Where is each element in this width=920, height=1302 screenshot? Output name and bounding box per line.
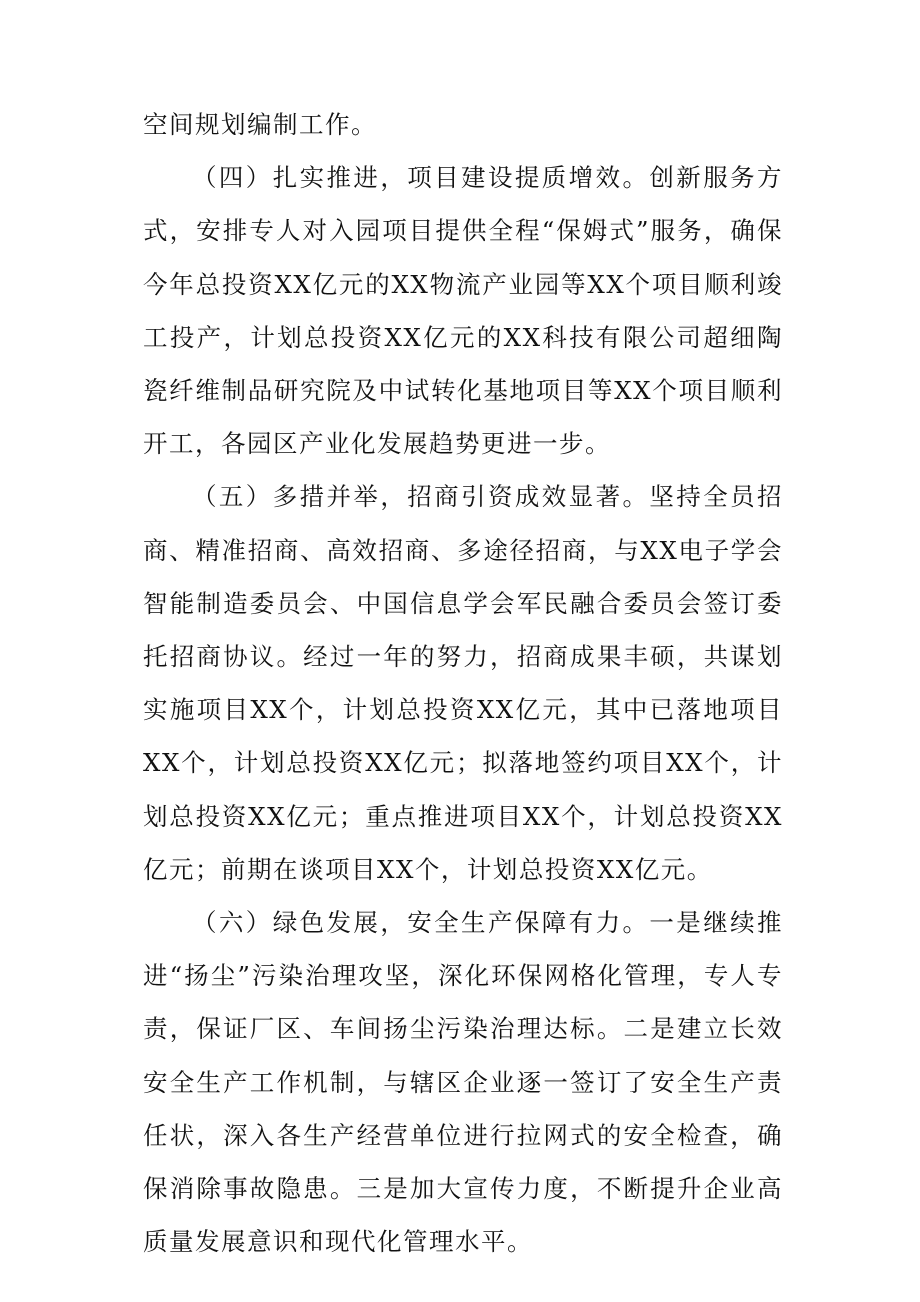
paragraph-section-four: （四）扎实推进，项目建设提质增效。创新服务方式，安排专人对入园项目提供全程“保姆式”服务，确保今年总投资XX亿元的XX物流产业园等XX个项目顺利竣工投产，计划总投资XX亿元的XX科技有限公司超细陶瓷纤维制品研究院及中试转化基地项目等XX个项目顺利开工，各园区产业化发展趋势更进一步。	[143, 163, 783, 459]
paragraph-continuation: 空间规划编制工作。	[143, 110, 377, 139]
document-body	[143, 98, 783, 1268]
paragraph-section-five: （五）多措并举，招商引资成效显著。坚持全员招商、精准招商、高效招商、多途径招商，与XX电子学会智能制造委员会、中国信息学会军民融合委员会签订委托招商协议。经过一年的努力，招商成果丰硕，共谋划实施项目XX个，计划总投资XX亿元，其中已落地项目XX个，计划总投资XX亿元；拟落地签约项目XX个，计划总投资XX亿元；重点推进项目XX个，计划总投资XX亿元；前期在谈项目XX个，计划总投资XX亿元。	[143, 482, 783, 884]
paragraph-section-six: （六）绿色发展，安全生产保障有力。一是继续推进“扬尘”污染治理攻坚，深化环保网格化管理，专人专责，保证厂区、车间扬尘污染治理达标。二是建立长效安全生产工作机制，与辖区企业逐一签订了安全生产责任状，深入各生产经营单位进行拉网式的安全检查，确保消除事故隐患。三是加大宣传力度，不断提升企业高质量发展意识和现代化管理水平。	[143, 908, 783, 1257]
